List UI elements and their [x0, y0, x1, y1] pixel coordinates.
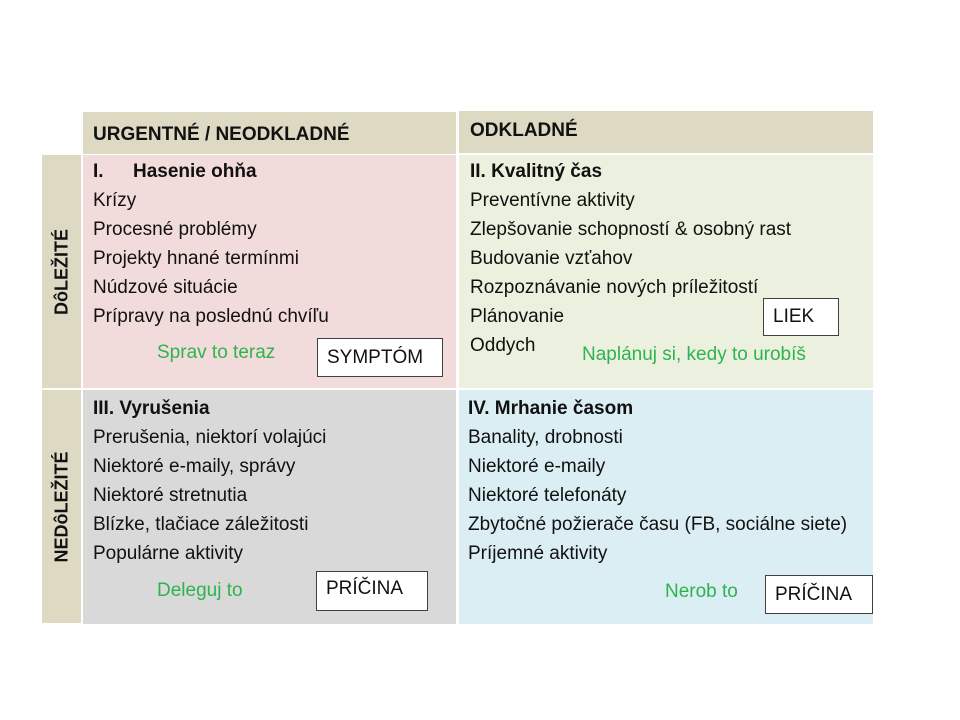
quadrant-3-list — [93, 394, 326, 568]
list-item: Krízy — [93, 190, 137, 211]
list-item: Procesné problémy — [93, 219, 257, 240]
list-item: Plánovanie — [470, 306, 565, 327]
list-item: Banality, drobnosti — [468, 427, 623, 448]
quadrant-1-tag: SYMPTÓM — [317, 338, 443, 377]
list-item: Niektoré telefonáty — [468, 485, 627, 506]
quadrant-3 — [83, 390, 456, 624]
list-item: Niektoré e-maily, správy — [93, 456, 296, 477]
quadrant-4-tag: PRÍČINA — [765, 575, 873, 614]
quadrant-1-list — [93, 157, 329, 331]
quadrant-2 — [459, 155, 873, 388]
row-important-label: DôLEŽITÉ — [51, 228, 71, 315]
quadrant-3-action: Deleguj to — [157, 580, 243, 601]
list-item: Budovanie vzťahov — [470, 248, 633, 269]
list-item: Niektoré e-maily — [468, 456, 606, 477]
quadrant-4-list — [468, 394, 858, 568]
header-urgent-label: URGENTNÉ / NEODKLADNÉ — [93, 124, 350, 145]
header-not-urgent — [459, 111, 873, 153]
quadrant-3-tag: PRÍČINA — [316, 571, 428, 611]
list-item: Populárne aktivity — [93, 543, 243, 564]
quadrant-4-title: IV. Mrhanie časom — [468, 398, 634, 419]
list-item: Príjemné aktivity — [468, 543, 608, 564]
list-item: Núdzové situácie — [93, 277, 238, 298]
list-item: Prerušenia, niektorí volajúci — [93, 427, 327, 448]
header-urgent — [83, 112, 456, 154]
header-not-urgent-label: ODKLADNÉ — [470, 120, 578, 141]
quadrant-2-title: II. Kvalitný čas — [470, 161, 603, 182]
quadrant-2-tag: LIEK — [763, 298, 839, 336]
list-item: Niektoré stretnutia — [93, 485, 248, 506]
list-item: Rozpoznávanie nových príležitostí — [470, 277, 759, 298]
list-item: Zbytočné požierače času (FB, sociálne siete) — [468, 514, 848, 535]
list-item: Prípravy na poslednú chvíľu — [93, 306, 329, 327]
quadrant-2-list — [470, 157, 791, 360]
list-item: Projekty hnané termínmi — [93, 248, 299, 269]
quadrant-1-action: Sprav to teraz — [157, 342, 276, 363]
row-not-important-label: NEDôLEŽITÉ — [51, 451, 71, 562]
quadrant-4 — [459, 390, 873, 624]
quadrant-1 — [83, 155, 456, 388]
row-important — [42, 155, 81, 388]
list-item: Preventívne aktivity — [470, 190, 635, 211]
row-not-important — [42, 390, 81, 623]
quadrant-1-number: I. — [93, 161, 104, 182]
list-item: Oddych — [470, 335, 536, 356]
quadrant-1-title-text: Hasenie ohňa — [133, 161, 257, 182]
quadrant-2-action: Naplánuj si, kedy to urobíš — [582, 344, 806, 365]
quadrant-1-title — [93, 157, 329, 186]
list-item: Zlepšovanie schopností & osobný rast — [470, 219, 792, 240]
list-item: Blízke, tlačiace záležitosti — [93, 514, 309, 535]
quadrant-4-action: Nerob to — [665, 581, 738, 602]
quadrant-3-title: III. Vyrušenia — [93, 398, 210, 419]
